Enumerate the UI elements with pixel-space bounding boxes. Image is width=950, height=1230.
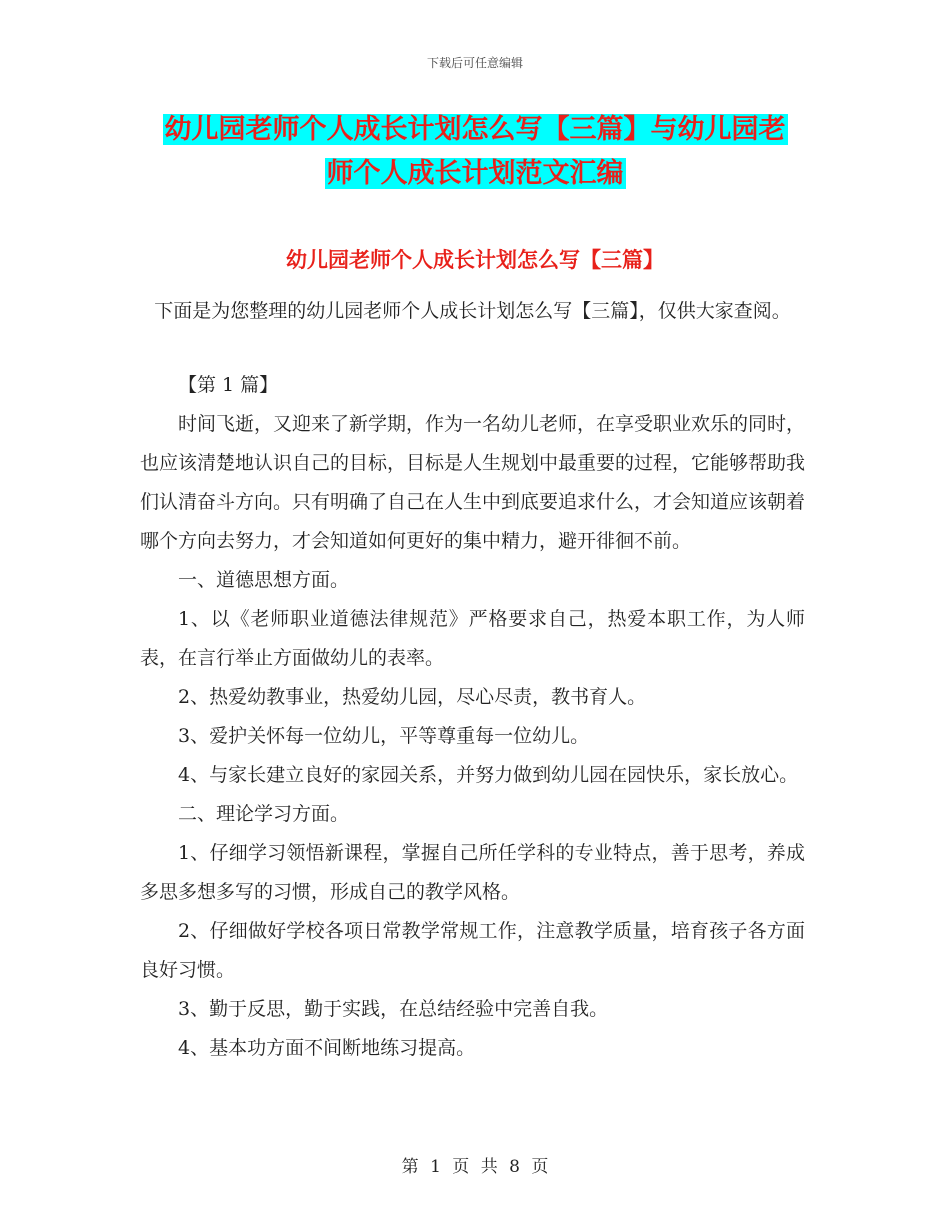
paragraph: 4、与家长建立良好的家园关系，并努力做到幼儿园在园快乐，家长放心。 — [178, 764, 799, 786]
paragraph: 2、热爱幼教事业，热爱幼儿园，尽心尽责，教书育人。 — [178, 686, 647, 708]
paragraph: 1、仔细学习领悟新课程，掌握自己所任学科的专业特点，善于思考，养成多思多想多写的习惯，形成自己的教学风格。 — [140, 842, 805, 903]
document-title-line-1 — [0, 110, 950, 150]
intro-paragraph: 下面是为您整理的幼儿园老师个人成长计划怎么写【三篇】，仅供大家查阅。 — [154, 300, 791, 322]
document-title-line-1-text: 幼儿园老师个人成长计划怎么写【三篇】与幼儿园老 — [164, 114, 786, 145]
document-body — [140, 366, 805, 1068]
paragraph: 4、基本功方面不间断地练习提高。 — [178, 1037, 476, 1059]
paragraph: 2、仔细做好学校各项日常教学常规工作，注意教学质量，培育孩子各方面良好习惯。 — [140, 920, 805, 981]
paragraph: 3、爱护关怀每一位幼儿，平等尊重每一位幼儿。 — [178, 725, 590, 747]
paragraph: 3、勤于反思，勤于实践，在总结经验中完善自我。 — [178, 998, 609, 1020]
paragraph: 1、以《老师职业道德法律规范》严格要求自己，热爱本职工作，为人师表，在言行举止方面做幼儿的表率。 — [140, 608, 805, 669]
header-note: 下载后可任意编辑 — [426, 56, 523, 70]
page-footer: 第 1 页 共 8 页 — [401, 1157, 549, 1177]
section-title: 幼儿园老师个人成长计划怎么写【三篇】 — [286, 248, 664, 272]
paragraph: 时间飞逝，又迎来了新学期，作为一名幼儿老师，在享受职业欢乐的同时，也应该清楚地认识自己的目标，目标是人生规划中最重要的过程，它能够帮助我们认清奋斗方向。只有明确了自己在人生中到底要追求什么，才会知道应该朝着哪个方向去努力，才会知道如何更好的集中精力，避开徘徊不前。 — [140, 413, 806, 552]
paragraph: 一、道德思想方面。 — [178, 569, 350, 591]
paragraph: 二、理论学习方面。 — [178, 803, 350, 825]
document-title-line-2 — [0, 154, 950, 194]
document-title-line-2-text: 师个人成长计划范文汇编 — [326, 158, 624, 189]
paragraph: 【第 1 篇】 — [178, 374, 279, 396]
